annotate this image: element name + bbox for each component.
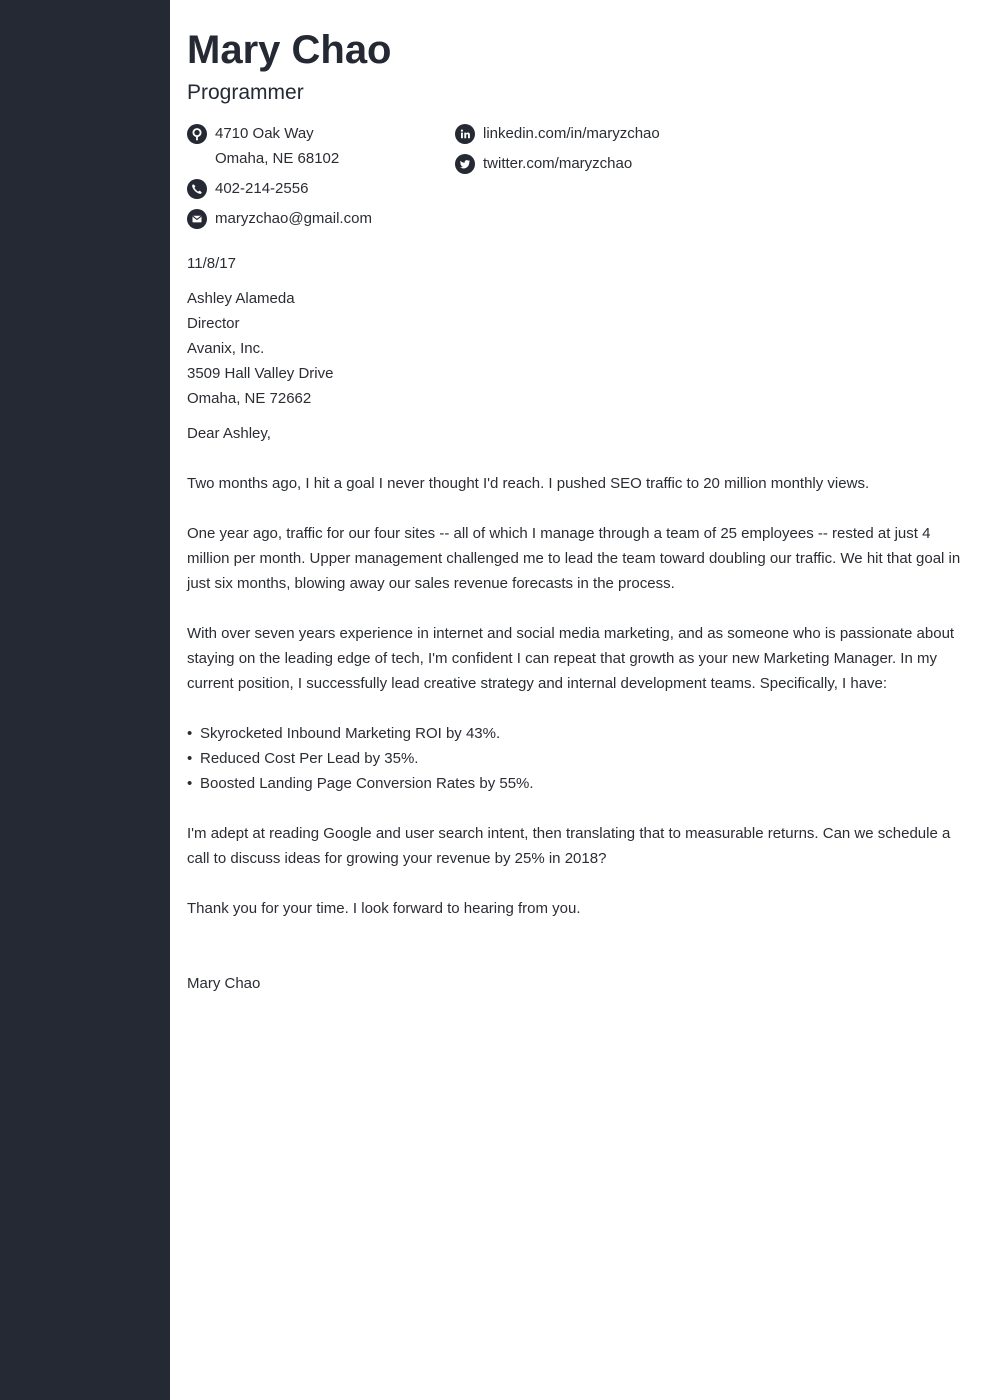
envelope-icon	[187, 209, 207, 229]
linkedin-icon	[455, 124, 475, 144]
list-item: • Reduced Cost Per Lead by 35%.	[187, 746, 967, 771]
signature-name: Mary Chao	[187, 975, 261, 992]
email-address[interactable]: maryzchao@gmail.com	[215, 210, 372, 227]
phone-icon	[187, 179, 207, 199]
recipient-city: Omaha, NE 72662	[187, 390, 312, 407]
recipient-block	[187, 286, 967, 411]
paragraph: One year ago, traffic for our four sites -- all of which I manage through a team of 25 employees -- rested at just 4 million per month. Upper management challenged me to lead the team toward doubling our traffic. We hit that goal in just six months, blowing away our sales revenue forecasts in the process.	[187, 525, 961, 592]
map-pin-icon	[187, 124, 207, 144]
closing-paragraph: Thank you for your time. I look forward to hearing from you.	[187, 900, 581, 917]
sidebar-panel	[0, 0, 170, 1400]
letter-body	[187, 251, 967, 996]
applicant-name: Mary Chao	[187, 28, 392, 72]
paragraph: I'm adept at reading Google and user search intent, then translating that to measurable returns. Can we schedule a call to discuss ideas for growing your revenue by 25% in 2018?	[187, 825, 951, 867]
contact-twitter	[455, 151, 660, 176]
linkedin-link[interactable]: linkedin.com/in/maryzchao	[483, 125, 660, 142]
applicant-title: Programmer	[187, 81, 304, 104]
recipient-company: Avanix, Inc.	[187, 340, 265, 357]
list-item: • Skyrocketed Inbound Marketing ROI by 43%.	[187, 721, 967, 746]
contact-email	[187, 206, 372, 231]
achievement-list	[187, 721, 967, 796]
paragraph: With over seven years experience in internet and social media marketing, and as someone who is passionate about staying on the leading edge of tech, I'm confident I can repeat that growth as your new Marketing Manager. In my current position, I successfully lead creative strategy and internal development teams. Specifically, I have:	[187, 625, 955, 692]
contact-phone	[187, 176, 372, 201]
contact-linkedin	[455, 121, 660, 146]
paragraph: Two months ago, I hit a goal I never thought I'd reach. I pushed SEO traffic to 20 million monthly views.	[187, 475, 870, 492]
recipient-position: Director	[187, 315, 240, 332]
recipient-street: 3509 Hall Valley Drive	[187, 365, 334, 382]
address-line-1: 4710 Oak Way	[215, 125, 314, 142]
recipient-name: Ashley Alameda	[187, 290, 295, 307]
contact-column-left	[187, 121, 372, 236]
contact-column-right	[455, 121, 660, 181]
twitter-link[interactable]: twitter.com/maryzchao	[483, 155, 633, 172]
salutation: Dear Ashley,	[187, 425, 271, 442]
phone-number[interactable]: 402-214-2556	[215, 180, 309, 197]
twitter-icon	[455, 154, 475, 174]
list-item: • Boosted Landing Page Conversion Rates by 55%.	[187, 771, 967, 796]
contact-address	[187, 121, 372, 171]
letter-date: 11/8/17	[187, 255, 236, 272]
address-line-2: Omaha, NE 68102	[215, 150, 340, 167]
